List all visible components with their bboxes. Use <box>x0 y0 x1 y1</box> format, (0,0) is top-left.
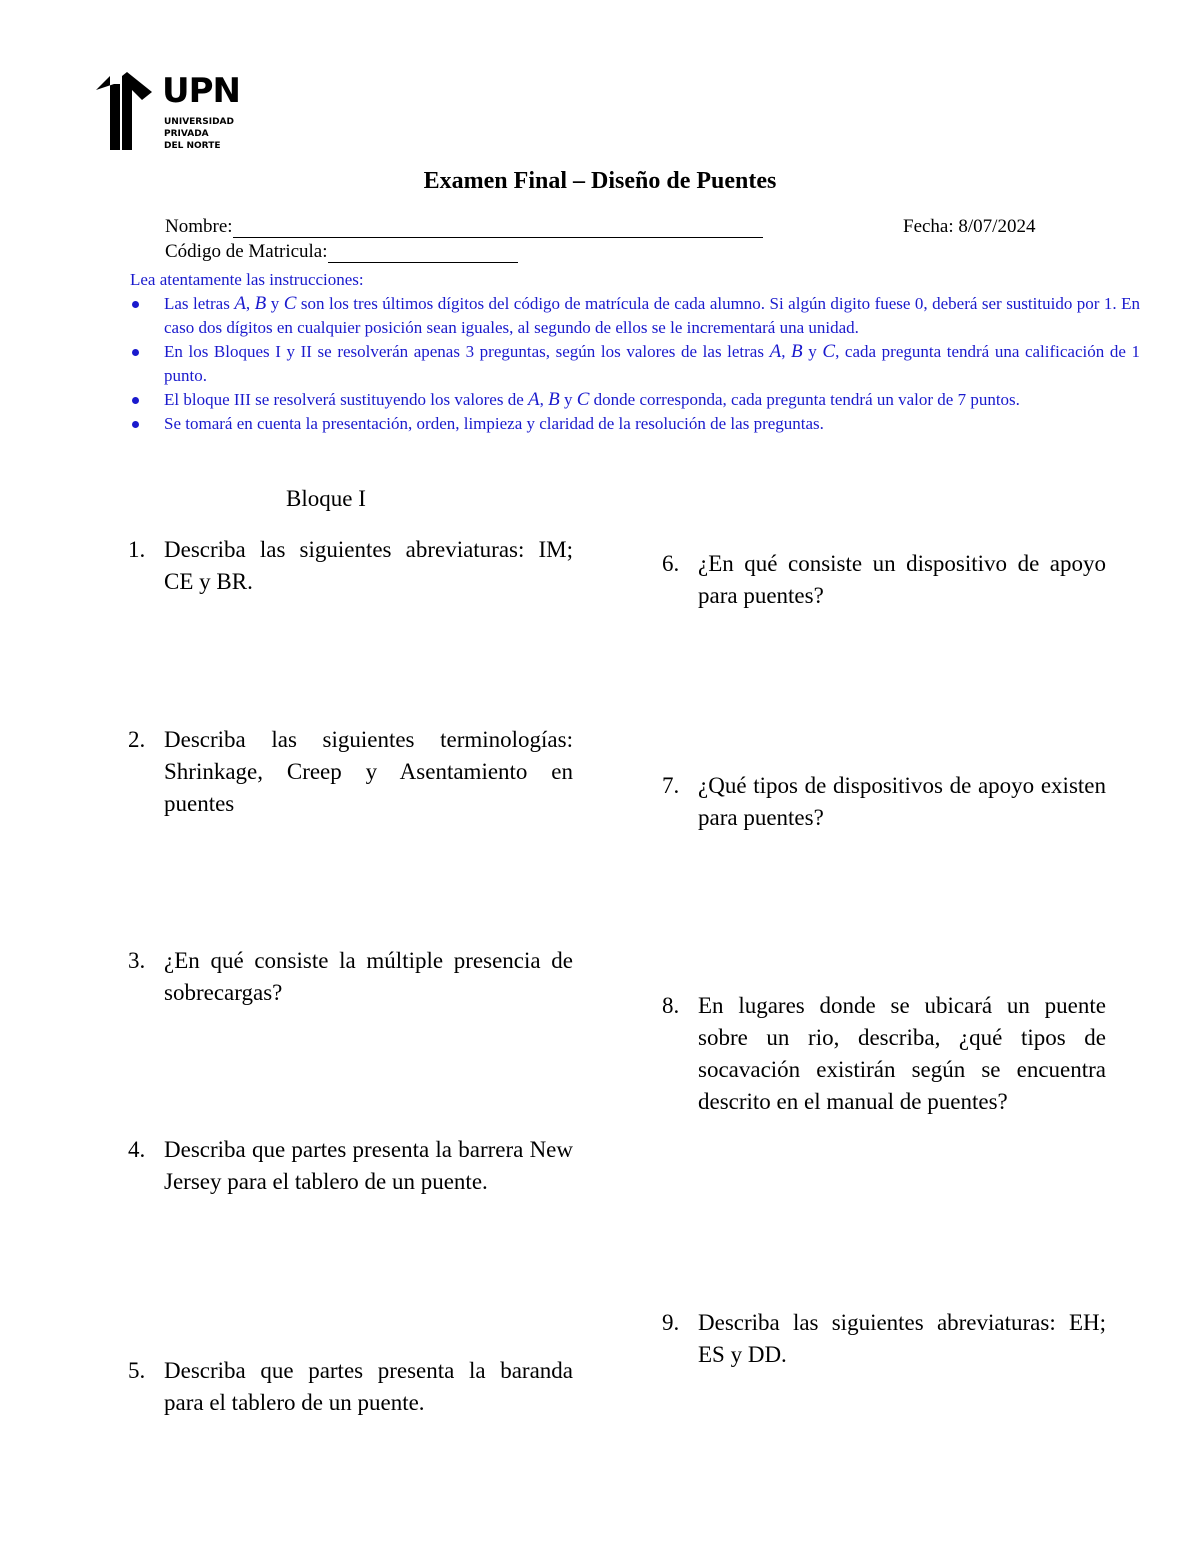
name-label: Nombre: <box>165 216 233 237</box>
question-9: 9. Describa las siguientes abreviaturas: EH; ES y DD. <box>662 1310 1106 1367</box>
code-field[interactable] <box>165 241 518 263</box>
logo-wordmark: UPN <box>162 71 240 111</box>
date-field: Fecha: 8/07/2024 <box>903 216 1036 237</box>
instructions <box>130 268 1140 436</box>
question-4: 4. Describa que partes presenta la barrera New Jersey para el tablero de un puente. <box>128 1137 573 1194</box>
question-3: 3. ¿En qué consiste la múltiple presencia de sobrecargas? <box>128 948 573 1005</box>
university-logo <box>96 71 240 152</box>
name-field[interactable] <box>165 216 763 238</box>
block-title: Bloque I <box>286 486 366 511</box>
question-8: 8. En lugares donde se ubicará un puente sobre un rio, describa, ¿qué tipos de socavación existirán según se encuentra descrito en el manual de puentes? <box>662 993 1106 1114</box>
question-5: 5. Describa que partes presenta la baranda para el tablero de un puente. <box>128 1358 573 1415</box>
instruction-item: El bloque III se resolverá sustituyendo los valores de A, B y C donde corresponda, cada pregunta tendrá un valor de 7 puntos. <box>130 388 1140 412</box>
instructions-heading: Lea atentamente las instrucciones: <box>130 270 364 289</box>
logo-subtitle: UNIVERSIDAD PRIVADA DEL NORTE <box>164 117 234 151</box>
instruction-item: Las letras A, B y C son los tres últimos dígitos del código de matrícula de cada alumno. Si algún digito fuese 0, deberá ser sustituido por 1. En caso dos dígitos en cualquier posición sean iguales, al segundo de ellos se le incrementará una unidad. <box>130 292 1140 340</box>
instruction-item: En los Bloques I y II se resolverán apenas 3 preguntas, según los valores de las letras A, B y C, cada pregunta tendrá una calificación de 1 punto. <box>130 340 1140 388</box>
question-2: 2. Describa las siguientes terminologías: Shrinkage, Creep y Asentamiento en puentes <box>128 727 573 816</box>
instructions-list <box>130 292 1140 436</box>
question-1: 1. Describa las siguientes abreviaturas: IM; CE y BR. <box>128 537 573 594</box>
instruction-item: Se tomará en cuenta la presentación, orden, limpieza y claridad de la resolución de las preguntas. <box>130 412 1140 436</box>
question-7: 7. ¿Qué tipos de dispositivos de apoyo existen para puentes? <box>662 773 1106 830</box>
code-label: Código de Matricula: <box>165 241 328 262</box>
question-6: 6. ¿En qué consiste un dispositivo de apoyo para puentes? <box>662 551 1106 608</box>
code-blank-line[interactable] <box>328 244 518 263</box>
upn-arrow-logo-icon <box>96 72 156 150</box>
exam-title: Examen Final – Diseño de Puentes <box>423 168 777 194</box>
name-blank-line[interactable] <box>233 219 763 238</box>
